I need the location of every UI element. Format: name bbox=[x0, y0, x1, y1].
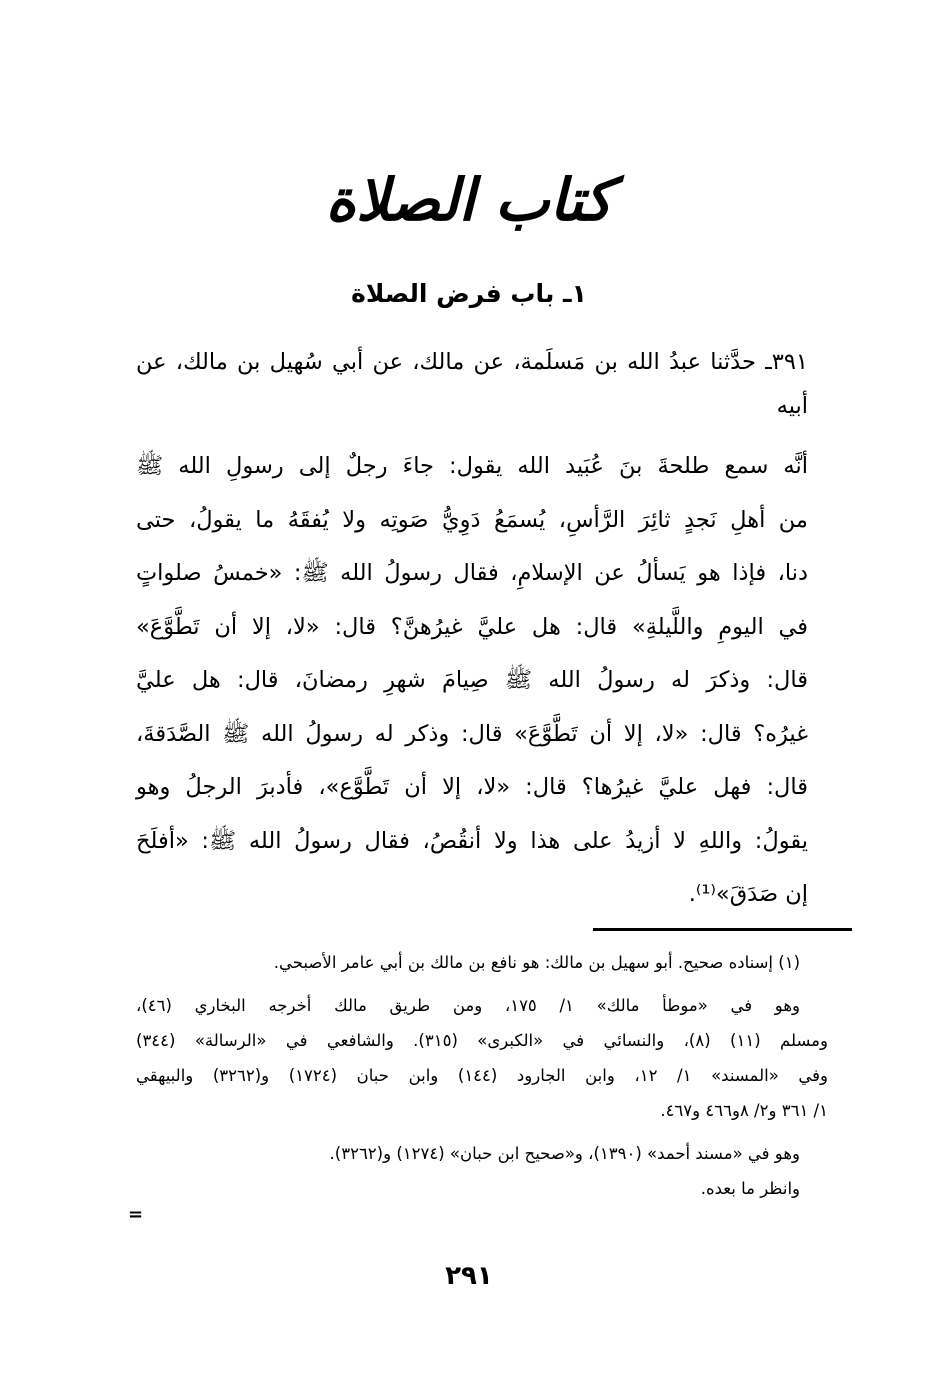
hadith-isnad: ٣٩١ـ حدَّثنا عبدُ الله بن مَسلَمة، عن مالك، عن أبي سُهيل بن مالك، عن أبيه bbox=[136, 349, 808, 419]
matn-line: يقولُ: واللهِ لا أزيدُ على هذا ولا أنقُصُ، فقال رسولُ الله ﷺ: «أفلَحَ bbox=[136, 827, 808, 854]
matn-line: إن صَدَقَ»⁽¹⁾. bbox=[688, 881, 808, 907]
footnote-line: وانظر ما بعده. bbox=[700, 1179, 800, 1198]
page-number: ٢٩١ bbox=[445, 1261, 493, 1291]
footnote-line: ١/ ٣٦١ و٢/ ٨و٤٦٦ و٤٦٧. bbox=[660, 1101, 828, 1120]
footnote-line: وفي «المسند» ١/ ١٢، وابن الجارود (١٤٤) وابن حبان (١٧٢٤) و(٣٢٦٢) والبيهقي bbox=[136, 1066, 828, 1085]
footnote-line: وهو في «موطأ مالك» ١/ ١٧٥، ومن طريق مالك أخرجه البخاري (٤٦)، bbox=[136, 996, 800, 1015]
footnotes bbox=[136, 945, 828, 1206]
continuation-marker: = bbox=[128, 1204, 144, 1225]
book-title: كتاب الصلاة bbox=[325, 166, 613, 234]
matn-line: من أهلِ نَجدٍ ثائِرَ الرَّأسِ، يُسمَعُ دَوِيُّ صَوتِه ولا يُفقَهُ ما يقولُ، حتى bbox=[136, 506, 808, 533]
chapter-title: ١ـ باب فرض الصلاة bbox=[351, 279, 587, 308]
matn-line: دنا، فإذا هو يَسألُ عن الإسلامِ، فقال رسولُ الله ﷺ: «خمسُ صلواتٍ bbox=[136, 560, 808, 586]
footnote-line: وهو في «مسند أحمد» (١٣٩٠)، و«صحيح ابن حبان» (١٢٧٤) و(٣٢٦٢). bbox=[329, 1144, 800, 1163]
footnote-1-heading: (١) إسناده صحيح. أبو سهيل بن مالك: هو نافع بن مالك بن أبي عامر الأصبحي. bbox=[273, 953, 800, 972]
matn-line: غيرُه؟ قال: «لا، إلا أن تَطَّوَّعَ» قال: وذكر له رسولُ الله ﷺ الصَّدَقةَ، bbox=[136, 720, 808, 747]
matn-line: قال: وذكرَ له رسولُ الله ﷺ صِيامَ شهرِ رمضانَ، قال: هل عليَّ bbox=[136, 667, 808, 693]
footnote-line: ومسلم (١١) (٨)، والنسائي في «الكبرى» (٣١٥). والشافعي في «الرسالة» (٣٤٤) bbox=[136, 1031, 828, 1050]
footnote-separator bbox=[593, 928, 852, 931]
matn-line: في اليومِ واللَّيلةِ» قال: هل عليَّ غيرُهنَّ؟ قال: «لا، إلا أن تَطَّوَّعَ» bbox=[136, 613, 808, 640]
hadith-matn bbox=[136, 440, 808, 922]
matn-line: أنَّه سمع طلحةَ بنَ عُبَيد الله يقول: جاءَ رجلٌ إلى رسولِ الله ﷺ bbox=[136, 453, 808, 479]
matn-line: قال: فهل عليَّ غيرُها؟ قال: «لا، إلا أن تَطَّوَّع»، فأدبرَ الرجلُ وهو bbox=[136, 774, 808, 800]
